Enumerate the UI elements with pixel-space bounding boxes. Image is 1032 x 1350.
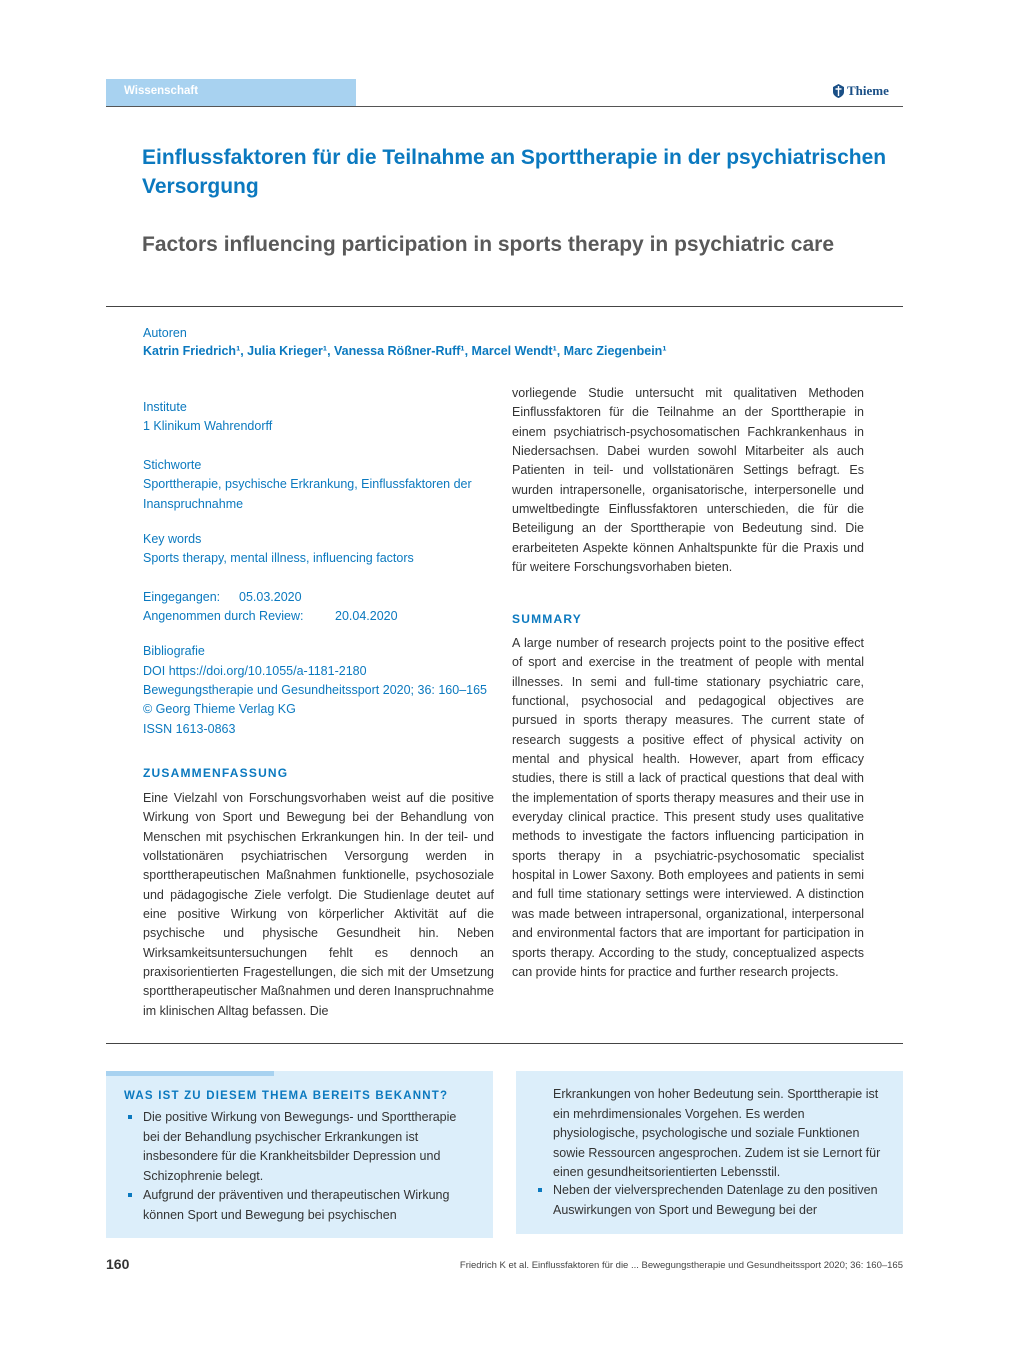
- article-title-german: Einflussfaktoren für die Teilnahme an Sporttherapie in der psychiatrischen Versorgung: [142, 146, 887, 198]
- accepted-label: Angenommen durch Review:: [143, 609, 304, 623]
- zusammenfassung-paragraph: Eine Vielzahl von Forschungsvorhaben weist auf die positive Wirkung von Sport und Bewegung bei der Behandlung von Menschen mit psychischen Erkrankungen hin. In der teil- und vollstationären psychiatrischen Versorgung werden in sporttherapeutischen Maßnahmen funktionelle, psychosoziale und pädagogische Ziele verfolgt. Die Studienlage deutet auf eine positive Wirkung von körperlicher Aktivität auf die psychische und physische Gesundheit hin. Neben Wirksamkeitsuntersuchungen fehlt es dennoch an praxisorientierten Fragestellungen, die sich mit der Umsetzung sporttherapeutischer Maßnahmen und deren Inanspruchnahme im klinischen Alltag befassen. Die: [143, 791, 494, 1018]
- zusammenfassung-continued: [512, 384, 864, 577]
- stichworte-value: [143, 475, 503, 514]
- doi-label: DOI: [143, 664, 166, 678]
- summary-paragraph: A large number of research projects point to the positive effect of sport and exercise in the treatment of people with mental illnesses. In semi and full-time stationary psychiatric care, functional, psychosocial and pedagogical objectives are pursued in sports therapy measures. The current state of research suggests a positive effect of physical activity on mental and physical health. However, apart from efficacy studies, there is still a lack of practical questions that deal with the implementation of sports therapy measures and their use in everyday clinical practice. This present study uses qualitative methods to investigate the factors influencing participation in sports therapy in a psychiatric-psychosomatic specialist hospital in Lower Saxony. Both employees and patients in semi and full time stationary settings were interviewed. A distinction was made between intrapersonal, organizational, interpersonal and environmental factors that are important for participation in sports therapy. According to the study, conceptualized aspects can provide hints for practice and further research projects.: [512, 636, 864, 979]
- known-fact-item-1: Die positive Wirkung von Bewegungs- und Sporttherapie bei der Behandlung psychischer Erkrankungen ist insbesondere für die Krankheitsbilder Depression und Schizophrenie belegt.: [124, 1108, 476, 1186]
- summary-heading: SUMMARY: [512, 612, 582, 626]
- authors-label: Autoren: [143, 326, 187, 340]
- known-facts-box-right: [516, 1071, 903, 1234]
- bibliography-label: Bibliografie: [143, 644, 205, 658]
- known-facts-box-left: [106, 1071, 493, 1238]
- title-divider: [106, 306, 903, 307]
- summary-text: [512, 634, 864, 982]
- known-facts-heading: WAS IST ZU DIESEM THEMA BEREITS BEKANNT?: [124, 1090, 449, 1102]
- stichworte-line-1: Sporttherapie, psychische Erkrankung, Einflussfaktoren der: [143, 477, 472, 491]
- stichworte-line-2: Inanspruchnahme: [143, 496, 244, 511]
- institute-value: 1 Klinikum Wahrendorff: [143, 419, 273, 433]
- article-title-english: Factors influencing participation in sports therapy in psychiatric care: [142, 233, 834, 256]
- known-fact-item-2-continued: Erkrankungen von hoher Bedeutung sein. Sporttherapie ist ein mehrdimensionales Vorgehen. Es werden physiologische, psychologische und soziale Funktionen sowie Ressourcen angesprochen. Zudem ist sie Lernort für einen gesundheitsorientierten Lebensstil.: [553, 1087, 881, 1179]
- received-label: Eingegangen:: [143, 590, 221, 604]
- zusammenfassung-heading: ZUSAMMENFASSUNG: [143, 766, 289, 780]
- institute-label: Institute: [143, 400, 187, 414]
- box-accent-bar: [106, 1071, 274, 1076]
- keywords-value: Sports therapy, mental illness, influencing factors: [143, 551, 414, 565]
- zusammenfassung-text: [143, 789, 494, 1021]
- known-facts-list: [124, 1108, 476, 1225]
- known-fact-item-2: Aufgrund der präventiven und therapeutischen Wirkung können Sport und Bewegung bei psychischen: [124, 1186, 476, 1225]
- footer-citation: Friedrich K et al. Einflussfaktoren für die ... Bewegungstherapie und Gesundheitssport 2020; 36: 160–165: [459, 1260, 903, 1271]
- doi-line: [143, 662, 367, 682]
- publisher-logo: [833, 83, 889, 99]
- received-date: 05.03.2020: [239, 590, 302, 604]
- publisher-name: Thieme: [847, 83, 889, 98]
- issn: ISSN 1613-0863: [143, 722, 236, 736]
- accepted-date: 20.04.2020: [335, 609, 398, 623]
- stichworte-label: Stichworte: [143, 458, 202, 472]
- copyright: © Georg Thieme Verlag KG: [143, 702, 296, 716]
- abstract-divider: [106, 1043, 903, 1044]
- known-fact-item-3: Neben der vielversprechenden Datenlage zu den positiven Auswirkungen von Sport und Bewegung bei der: [534, 1181, 886, 1220]
- section-tab: Wissenschaft: [106, 79, 356, 106]
- author-list: Katrin Friedrich¹, Julia Krieger¹, Vanessa Rößner-Ruff¹, Marcel Wendt¹, Marc Ziegenbein¹: [143, 344, 667, 358]
- page-number: 160: [106, 1256, 130, 1272]
- doi-link[interactable]: https://doi.org/10.1055/a-1181-2180: [168, 664, 367, 678]
- zusammenfassung-continued-paragraph: vorliegende Studie untersucht mit qualitativen Methoden Einflussfaktoren für die Teilnahme an der Sporttherapie in einem psychiatrisch-psychosomatischen Fachkrankenhaus in Niedersachsen. Dabei wurden sowohl Mitarbeiter als auch Patienten in teil- und vollstationären Settings befragt. Es wurden intrapersonelle, organisatorische, interpersonelle und umweltbedingte Einflussfaktoren unterschieden, die für die Beteiligung an der Sporttherapie von Bedeutung sind. Die erarbeiteten Aspekte können Anhaltspunkte für die Praxis und für weitere Forschungsvorhaben bieten.: [512, 386, 864, 575]
- keywords-label: Key words: [143, 532, 202, 546]
- known-facts-list-continued: [534, 1181, 886, 1220]
- journal-citation: Bewegungstherapie und Gesundheitssport 2020; 36: 160–165: [143, 683, 488, 697]
- header-divider: [106, 106, 903, 107]
- thieme-logo-icon: [833, 84, 844, 98]
